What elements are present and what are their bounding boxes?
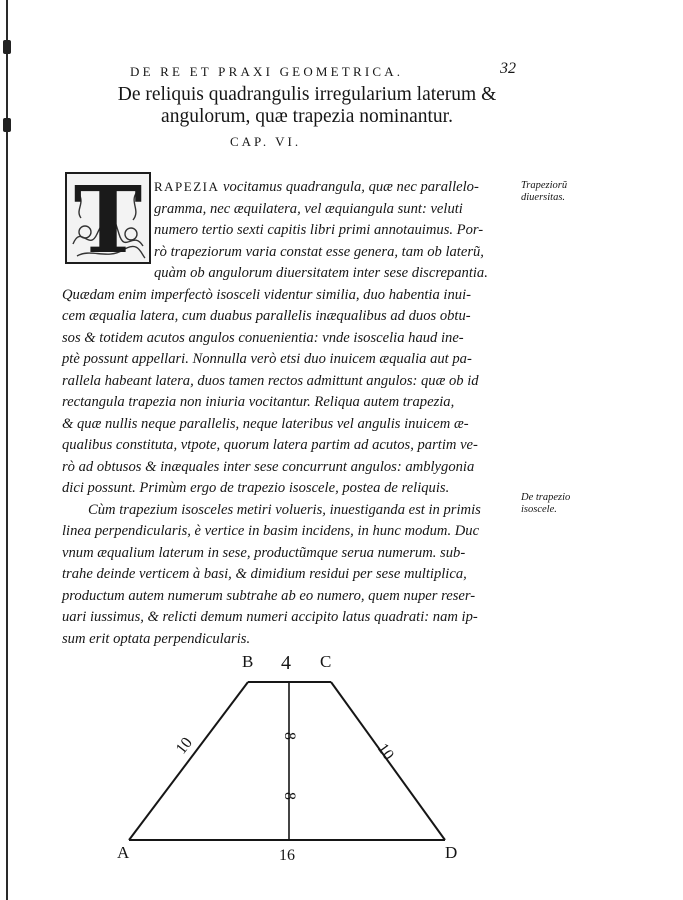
text-line: trahe deinde verticem à basi, & dimidium residui per sese multiplica,	[62, 566, 467, 582]
text-line: & quæ nullis neque parallelis, neque lateribus vel angulis inuicem æ-	[62, 415, 469, 432]
text-line: sum erit optata perpendicularis.	[62, 630, 251, 647]
text-line: rò trapeziorum varia constat esse genera, tam ob laterũ,	[154, 243, 484, 260]
top-side-value: 4	[281, 652, 291, 674]
text-line: Quædam enim imperfectò isosceli videntur similia, duo habentia inui-	[62, 286, 471, 303]
opening-word: RAPEZIA	[154, 179, 220, 194]
page-spine	[6, 0, 8, 900]
chapter-title: De reliquis quadrangulis irregularium laterum & angulorum, quæ trapezia nominantur.	[117, 84, 497, 127]
marginal-note: Trapeziorũ diuersitas.	[521, 180, 568, 203]
line-text: vocitamus quadrangula, quæ nec parallelo-	[219, 179, 479, 195]
body-text	[62, 176, 516, 650]
vertex-label-d: D	[445, 843, 458, 862]
side-line-ab	[129, 682, 248, 840]
left-side-value: 10	[172, 734, 197, 758]
spine-mark	[3, 40, 11, 54]
text-line: gramma, nec æquilatera, vel æquiangula sunt: veluti	[154, 200, 463, 217]
text-line: numero tertio sexti capitis libri primi annotauimus. Por-	[154, 222, 484, 238]
text-line: productum autem numerum subtrahe ab eo numero, quem nuper reser-	[62, 587, 476, 604]
page-number: 32	[500, 60, 516, 77]
text-line: linea perpendicularis, è vertice in basim incidens, in hunc modum. Duc	[62, 523, 480, 539]
vertex-label-b: B	[242, 652, 254, 671]
text-line	[62, 176, 516, 199]
initial-letter: T	[73, 166, 143, 274]
perpendicular-value: 8	[281, 732, 298, 740]
base-value: 16	[279, 847, 295, 864]
text-line: sos & totidem acutos angulos conuenientia: vnde isoscelia haud ine-	[62, 329, 464, 346]
text-line: vnum æqualium laterum in sese, productũmque serua numerum. sub-	[62, 544, 466, 561]
text-line: quàm ob angulorum diuersitatem inter sese discrepantia.	[154, 265, 488, 281]
text-line: rò ad obtusos & inæquales inter sese concurrunt angulos: amblygonia	[62, 458, 475, 475]
text-line: rectangula trapezia non iniuria vocitantur. Reliqua autem trapezia,	[62, 394, 455, 410]
text-line: qualibus constituta, vtpote, quorum latera partim ad acutos, partim ve-	[62, 437, 478, 453]
chapter-label: CAP. VI.	[230, 134, 302, 149]
text-line: Cùm trapezium isosceles metiri volueris, inuestiganda est in primis	[88, 501, 481, 518]
side-line-cd	[331, 682, 445, 840]
trapezoid-diagram	[105, 640, 485, 870]
text-line: cem æqualia latera, cum duabus parallelis inæqualibus ad duos obtu-	[62, 308, 471, 324]
text-line: rallela habeant latera, duos tamen rectos admittunt angulos: quæ ob id	[62, 372, 479, 389]
text-line: dici possunt. Primùm ergo de trapezio isoscele, postea de reliquis.	[62, 480, 450, 496]
text-line: uari iussimus, & relicti demum numeri accipito latus quadrati: nam ip-	[62, 609, 478, 625]
marginal-note: De trapezio isoscele.	[521, 492, 571, 515]
perpendicular-value-lower: 8	[281, 792, 298, 800]
vertex-label-c: C	[320, 652, 332, 671]
right-side-value: 10	[373, 740, 397, 764]
text-line: ptè possunt appellari. Nonnulla verò etsi duo inuicem æqualia aut pa-	[62, 351, 472, 367]
spine-mark	[3, 118, 11, 132]
running-head: DE RE ET PRAXI GEOMETRICA.	[130, 64, 404, 79]
vertex-label-a: A	[117, 843, 130, 862]
